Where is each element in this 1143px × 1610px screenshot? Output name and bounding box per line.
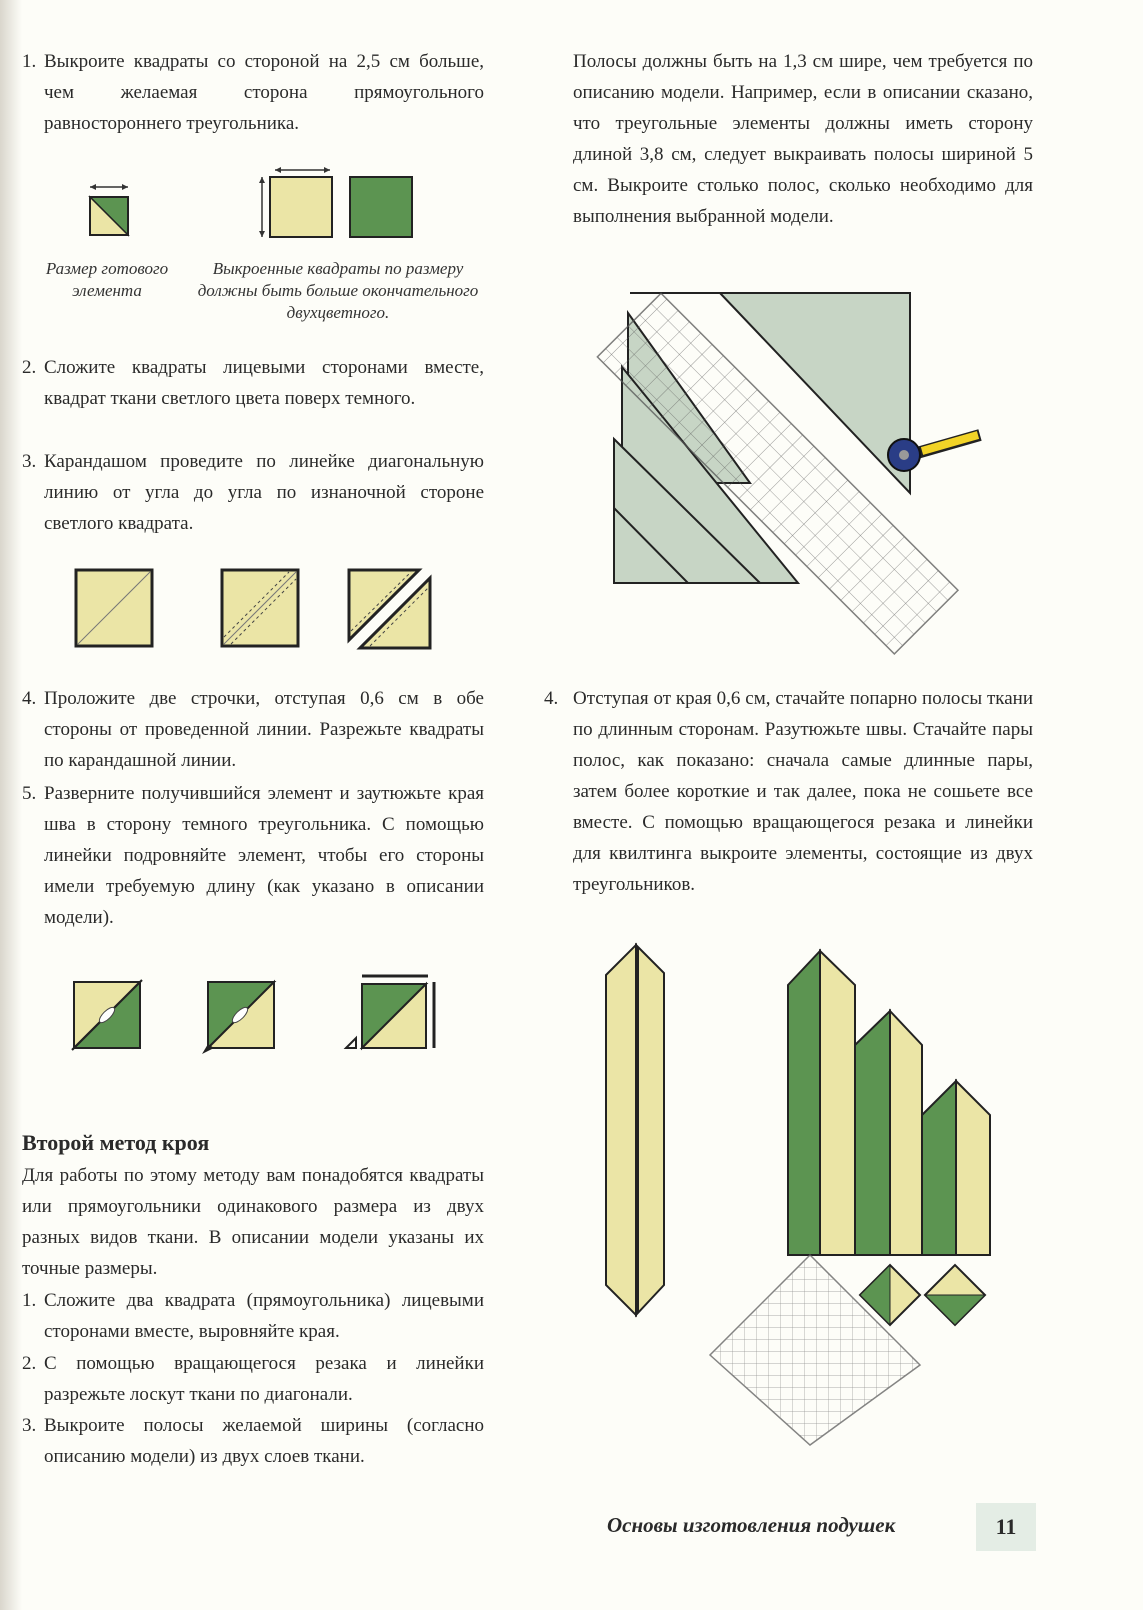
step-text: Выкроите квадраты со стороной на 2,5 см больше, чем желаемая сторона прямоугольного равностороннего треугольника. [44,51,484,134]
step-number: 1. [22,51,37,72]
stacked-strip-sets [788,951,990,1255]
step-number: 4. [22,688,37,709]
method2-step-2 [22,1348,484,1410]
section-title: Второй метод кроя [22,1130,210,1155]
open-element [72,980,142,1050]
pressed-element [202,982,274,1054]
step-text: Сложите квадраты лицевыми сторонами вместе, квадрат ткани светлого цвета поверх темного. [44,357,484,409]
right-intro: Полосы должны быть на 1,3 см шире, чем требуется по описанию модели. Например, если в описании сказано, что треугольные элементы должны иметь сторону длиной 3,8 см, следует выкраивать полосы шириной 5 см. Выкроите столько полос, сколько необходимо для выполнения выбранной модели. [573,51,1033,227]
pressed-element-illustration [72,980,452,1070]
sewn-strip-pair [606,945,664,1315]
square-size-illustration [80,175,460,245]
step-5 [22,778,484,933]
step-number: 5. [22,783,37,804]
strip-cutting-illustration [610,283,1010,673]
step-text: С помощью вращающегося резака и линейки разрежьте лоскут ткани по диагонали. [44,1353,484,1405]
caption-finished-size: Размер готового элемента [45,259,169,300]
finished-element-diagram [90,184,128,235]
running-footer-title: Основы изготовления подушек [607,1513,896,1537]
section-intro: Для работы по этому методу вам понадобятся квадраты или прямоугольники одинакового размера из двух разных видов ткани. В описании модели указаны их точные размеры. [22,1165,484,1279]
step-3 [22,446,484,539]
step-number: 3. [22,451,37,472]
step-number: 3. [22,1415,37,1436]
page-edge-shadow [0,0,22,1610]
diagonal-stitch-illustration [74,568,444,658]
rotary-cutter-icon [888,435,980,471]
step-4-right [544,683,1033,900]
method2-step-3 [22,1410,484,1472]
step-1 [22,46,484,139]
step-4-left [22,683,484,776]
step-number: 2. [22,357,37,378]
page-number: 11 [976,1503,1036,1551]
step-number: 1. [22,1290,37,1311]
step-text: Проложите две строчки, отступая 0,6 см в обе стороны от проведенной линии. Разрежьте квадраты по карандашной линии. [44,688,484,771]
cut-squares-diagram [259,167,412,237]
square-cut-into-halves [349,570,430,648]
step-text: Выкроите полосы желаемой ширины (согласно описанию модели) из двух слоев ткани. [44,1415,484,1467]
step-text: Сложите два квадрата (прямоугольника) лицевыми сторонами вместе, выровняйте края. [44,1290,484,1342]
step-text: Отступая от края 0,6 см, стачайте попарно полосы ткани по длинным сторонам. Разутюжьте швы. Стачайте пары полос, как показано: сначала самые длинные пары, затем более короткие и так далее, пока не сошьете все вместе. С помощью вращающегося резака и линейки для квилтинга выкроите элементы, состоящие из двух треугольников. [573,688,1033,895]
step-number: 2. [22,1353,37,1374]
step-number: 4. [544,688,559,709]
square-with-stitch-lines [222,570,298,646]
method2-step-1 [22,1285,484,1347]
caption-cut-squares: Выкроенные квадраты по размеру должны быть больше окончательного двухцветного. [197,259,479,322]
strip-sets-illustration [600,955,1020,1455]
cut-half-square-elements [860,1265,985,1325]
trimmed-element [346,976,434,1048]
step-text: Разверните получившийся элемент и заутюжьте края шва в сторону темного треугольника. С помощью линейки подровняйте элемент, чтобы его стороны имели требуемую длину (как указано в описании модели). [44,783,484,928]
step-2 [22,352,484,414]
step-text: Карандашом проведите по линейке диагональную линию от угла до угла по изнаночной стороне светлого квадрата. [44,451,484,534]
square-with-pencil-line [76,570,152,646]
